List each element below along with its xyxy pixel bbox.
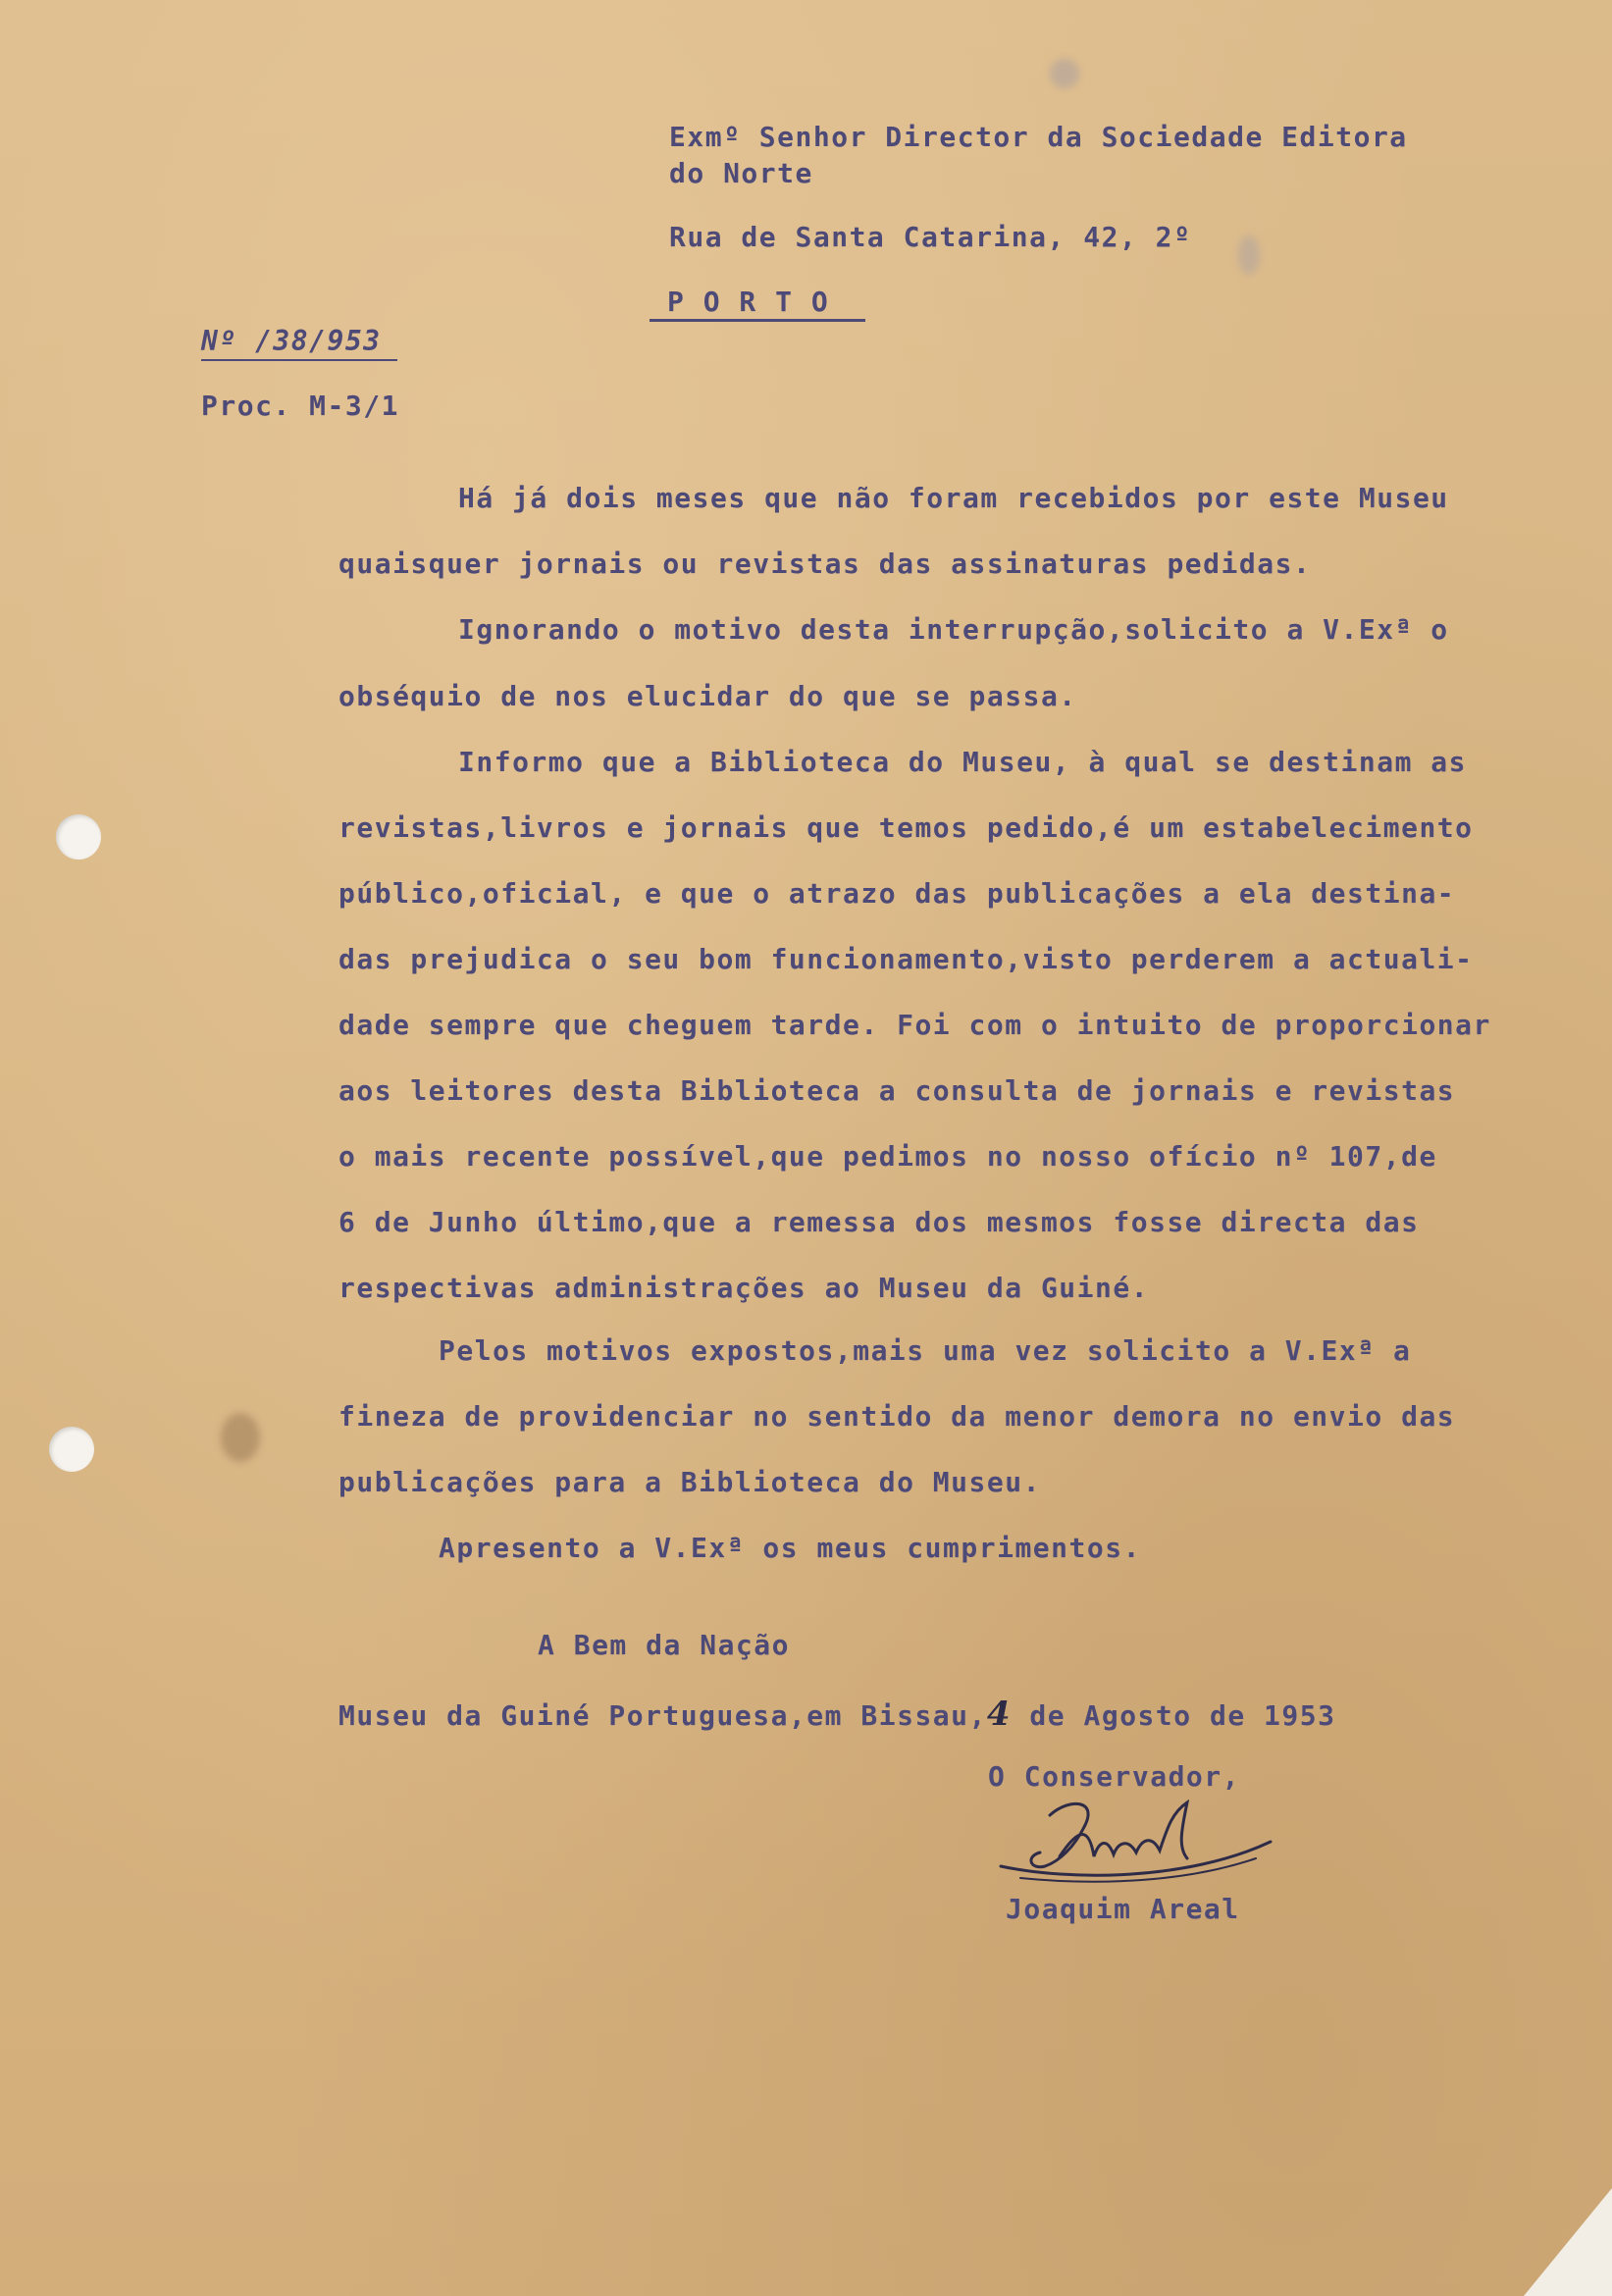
recipient-city: P O R T O xyxy=(667,286,830,318)
stain-left xyxy=(221,1413,260,1462)
stain-top xyxy=(1050,59,1079,88)
place-date-prefix: Museu da Guiné Portuguesa,em Bissau, xyxy=(338,1699,987,1732)
signatory-title: O Conservador, xyxy=(988,1760,1241,1793)
paragraph-5-line-1: Apresento a V.Exª os meus cumprimentos. xyxy=(439,1532,1141,1564)
paragraph-3-line-2: revistas,livros e jornais que temos pedido,é um estabelecimento xyxy=(338,811,1474,844)
place-date-line xyxy=(338,1695,1336,1734)
paragraph-4-line-2: fineza de providenciar no sentido da menor demora no envio das xyxy=(338,1400,1456,1433)
punch-hole-upper xyxy=(56,814,101,860)
recipient-address: Rua de Santa Catarina, 42, 2º xyxy=(669,221,1192,253)
paragraph-3-line-7: o mais recente possível,que pedimos no nosso ofício nº 107,de xyxy=(338,1140,1437,1173)
folded-corner xyxy=(1524,2188,1612,2296)
paragraph-4-line-3: publicações para a Biblioteca do Museu. xyxy=(338,1466,1041,1498)
place-date-suffix: de Agosto de 1953 xyxy=(1012,1699,1336,1732)
reference-number: Nº /38/953 xyxy=(201,325,382,357)
paragraph-3-line-3: público,oficial, e que o atrazo das publicações a ela destina- xyxy=(338,877,1456,910)
paragraph-3-line-8: 6 de Junho último,que a remessa dos mesmos fosse directa das xyxy=(338,1206,1420,1238)
paragraph-2-line-1: Ignorando o motivo desta interrupção,solicito a V.Exª o xyxy=(458,613,1449,646)
paragraph-3-line-4: das prejudica o seu bom funcionamento,visto perderem a actuali- xyxy=(338,943,1474,975)
paragraph-3-line-9: respectivas administrações ao Museu da Guiné. xyxy=(338,1272,1150,1304)
paragraph-3-line-1: Informo que a Biblioteca do Museu, à qual se destinam as xyxy=(458,746,1468,778)
stain-address xyxy=(1238,235,1260,275)
city-underline xyxy=(650,319,865,322)
reference-underline xyxy=(201,359,397,361)
paragraph-1-line-1: Há já dois meses que não foram recebidos por este Museu xyxy=(458,482,1449,514)
handwritten-day: 4 xyxy=(986,1695,1013,1734)
signatory-name: Joaquim Areal xyxy=(1006,1893,1240,1925)
punch-hole-lower xyxy=(49,1427,94,1472)
recipient-line-1: Exmº Senhor Director da Sociedade Editora xyxy=(669,121,1408,153)
paragraph-3-line-6: aos leitores desta Biblioteca a consulta de jornais e revistas xyxy=(338,1074,1456,1107)
paragraph-1-line-2: quaisquer jornais ou revistas das assinaturas pedidas. xyxy=(338,548,1312,580)
paragraph-4-line-1: Pelos motivos expostos,mais uma vez solicito a V.Exª a xyxy=(439,1334,1412,1367)
recipient-line-2: do Norte xyxy=(669,157,813,189)
closing-salutation: A Bem da Nação xyxy=(538,1629,791,1661)
paragraph-3-line-5: dade sempre que cheguem tarde. Foi com o intuito de proporcionar xyxy=(338,1009,1491,1041)
process-number: Proc. M-3/1 xyxy=(201,390,399,422)
handwritten-signature xyxy=(991,1788,1285,1896)
paragraph-2-line-2: obséquio de nos elucidar do que se passa. xyxy=(338,680,1077,712)
